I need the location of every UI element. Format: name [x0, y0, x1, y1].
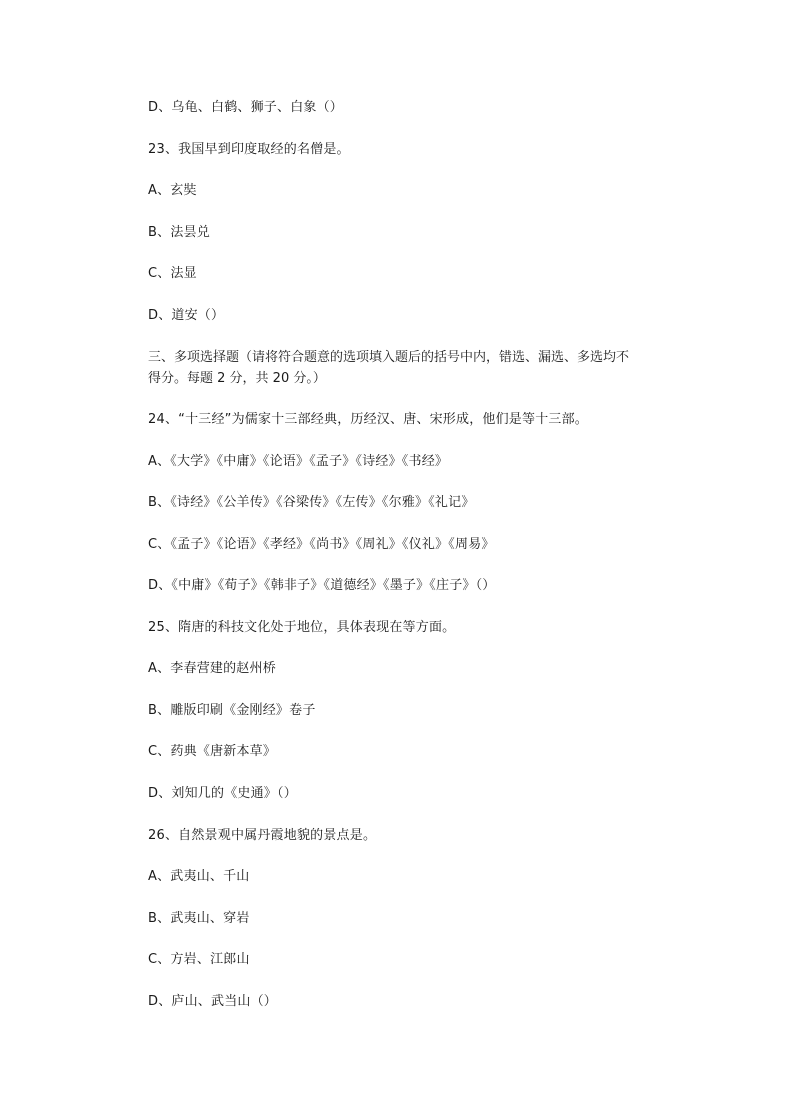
q25-option-b: B、雕版印刷《金刚经》卷子	[148, 703, 316, 718]
section-3-heading-line2: 得分。每题 2 分，共 20 分。）	[148, 371, 326, 386]
section-3-heading-line1: 三、多项选择题（请将符合题意的选项填入题后的括号中内，错选、漏选、多选均不	[148, 350, 630, 365]
q22-option-d: D、乌龟、白鹤、狮子、白象（）	[148, 100, 344, 115]
q24-option-a: A、《大学》《中庸》《论语》《孟子》《诗经》《书经》	[148, 454, 449, 469]
q25-option-a: A、李春营建的赵州桥	[148, 661, 276, 676]
q25-option-c: C、药典《唐新本草》	[148, 744, 277, 759]
q23-question: 23、我国早到印度取经的名僧是。	[148, 142, 350, 157]
q24-option-c: C、《孟子》《论语》《孝经》《尚书》《周礼》《仪礼》《周易》	[148, 537, 495, 552]
q26-option-c: C、方岩、江郎山	[148, 952, 250, 967]
section-3-heading	[148, 347, 668, 389]
q26-option-a: A、武夷山、千山	[148, 869, 250, 884]
q23-option-c: C、法显	[148, 266, 197, 281]
q23-option-d: D、道安（）	[148, 308, 225, 323]
q26-question: 26、自然景观中属丹霞地貌的景点是。	[148, 828, 377, 843]
q25-question: 25、隋唐的科技文化处于地位，具体表现在等方面。	[148, 620, 456, 635]
q24-option-d: D、《中庸》《荀子》《韩非子》《道德经》《墨子》《庄子》（）	[148, 578, 496, 593]
q24-question: 24、“十三经”为儒家十三部经典，历经汉、唐、宋形成，他们是等十三部。	[148, 412, 589, 427]
q23-option-a: A、玄奘	[148, 183, 197, 198]
q26-option-b: B、武夷山、穿岩	[148, 911, 250, 926]
q24-option-b: B、《诗经》《公羊传》《谷梁传》《左传》《尔雅》《礼记》	[148, 495, 475, 510]
q25-option-d: D、刘知几的《史通》（）	[148, 786, 297, 801]
q26-option-d: D、庐山、武当山（）	[148, 994, 278, 1009]
q23-option-b: B、法昙兑	[148, 225, 210, 240]
